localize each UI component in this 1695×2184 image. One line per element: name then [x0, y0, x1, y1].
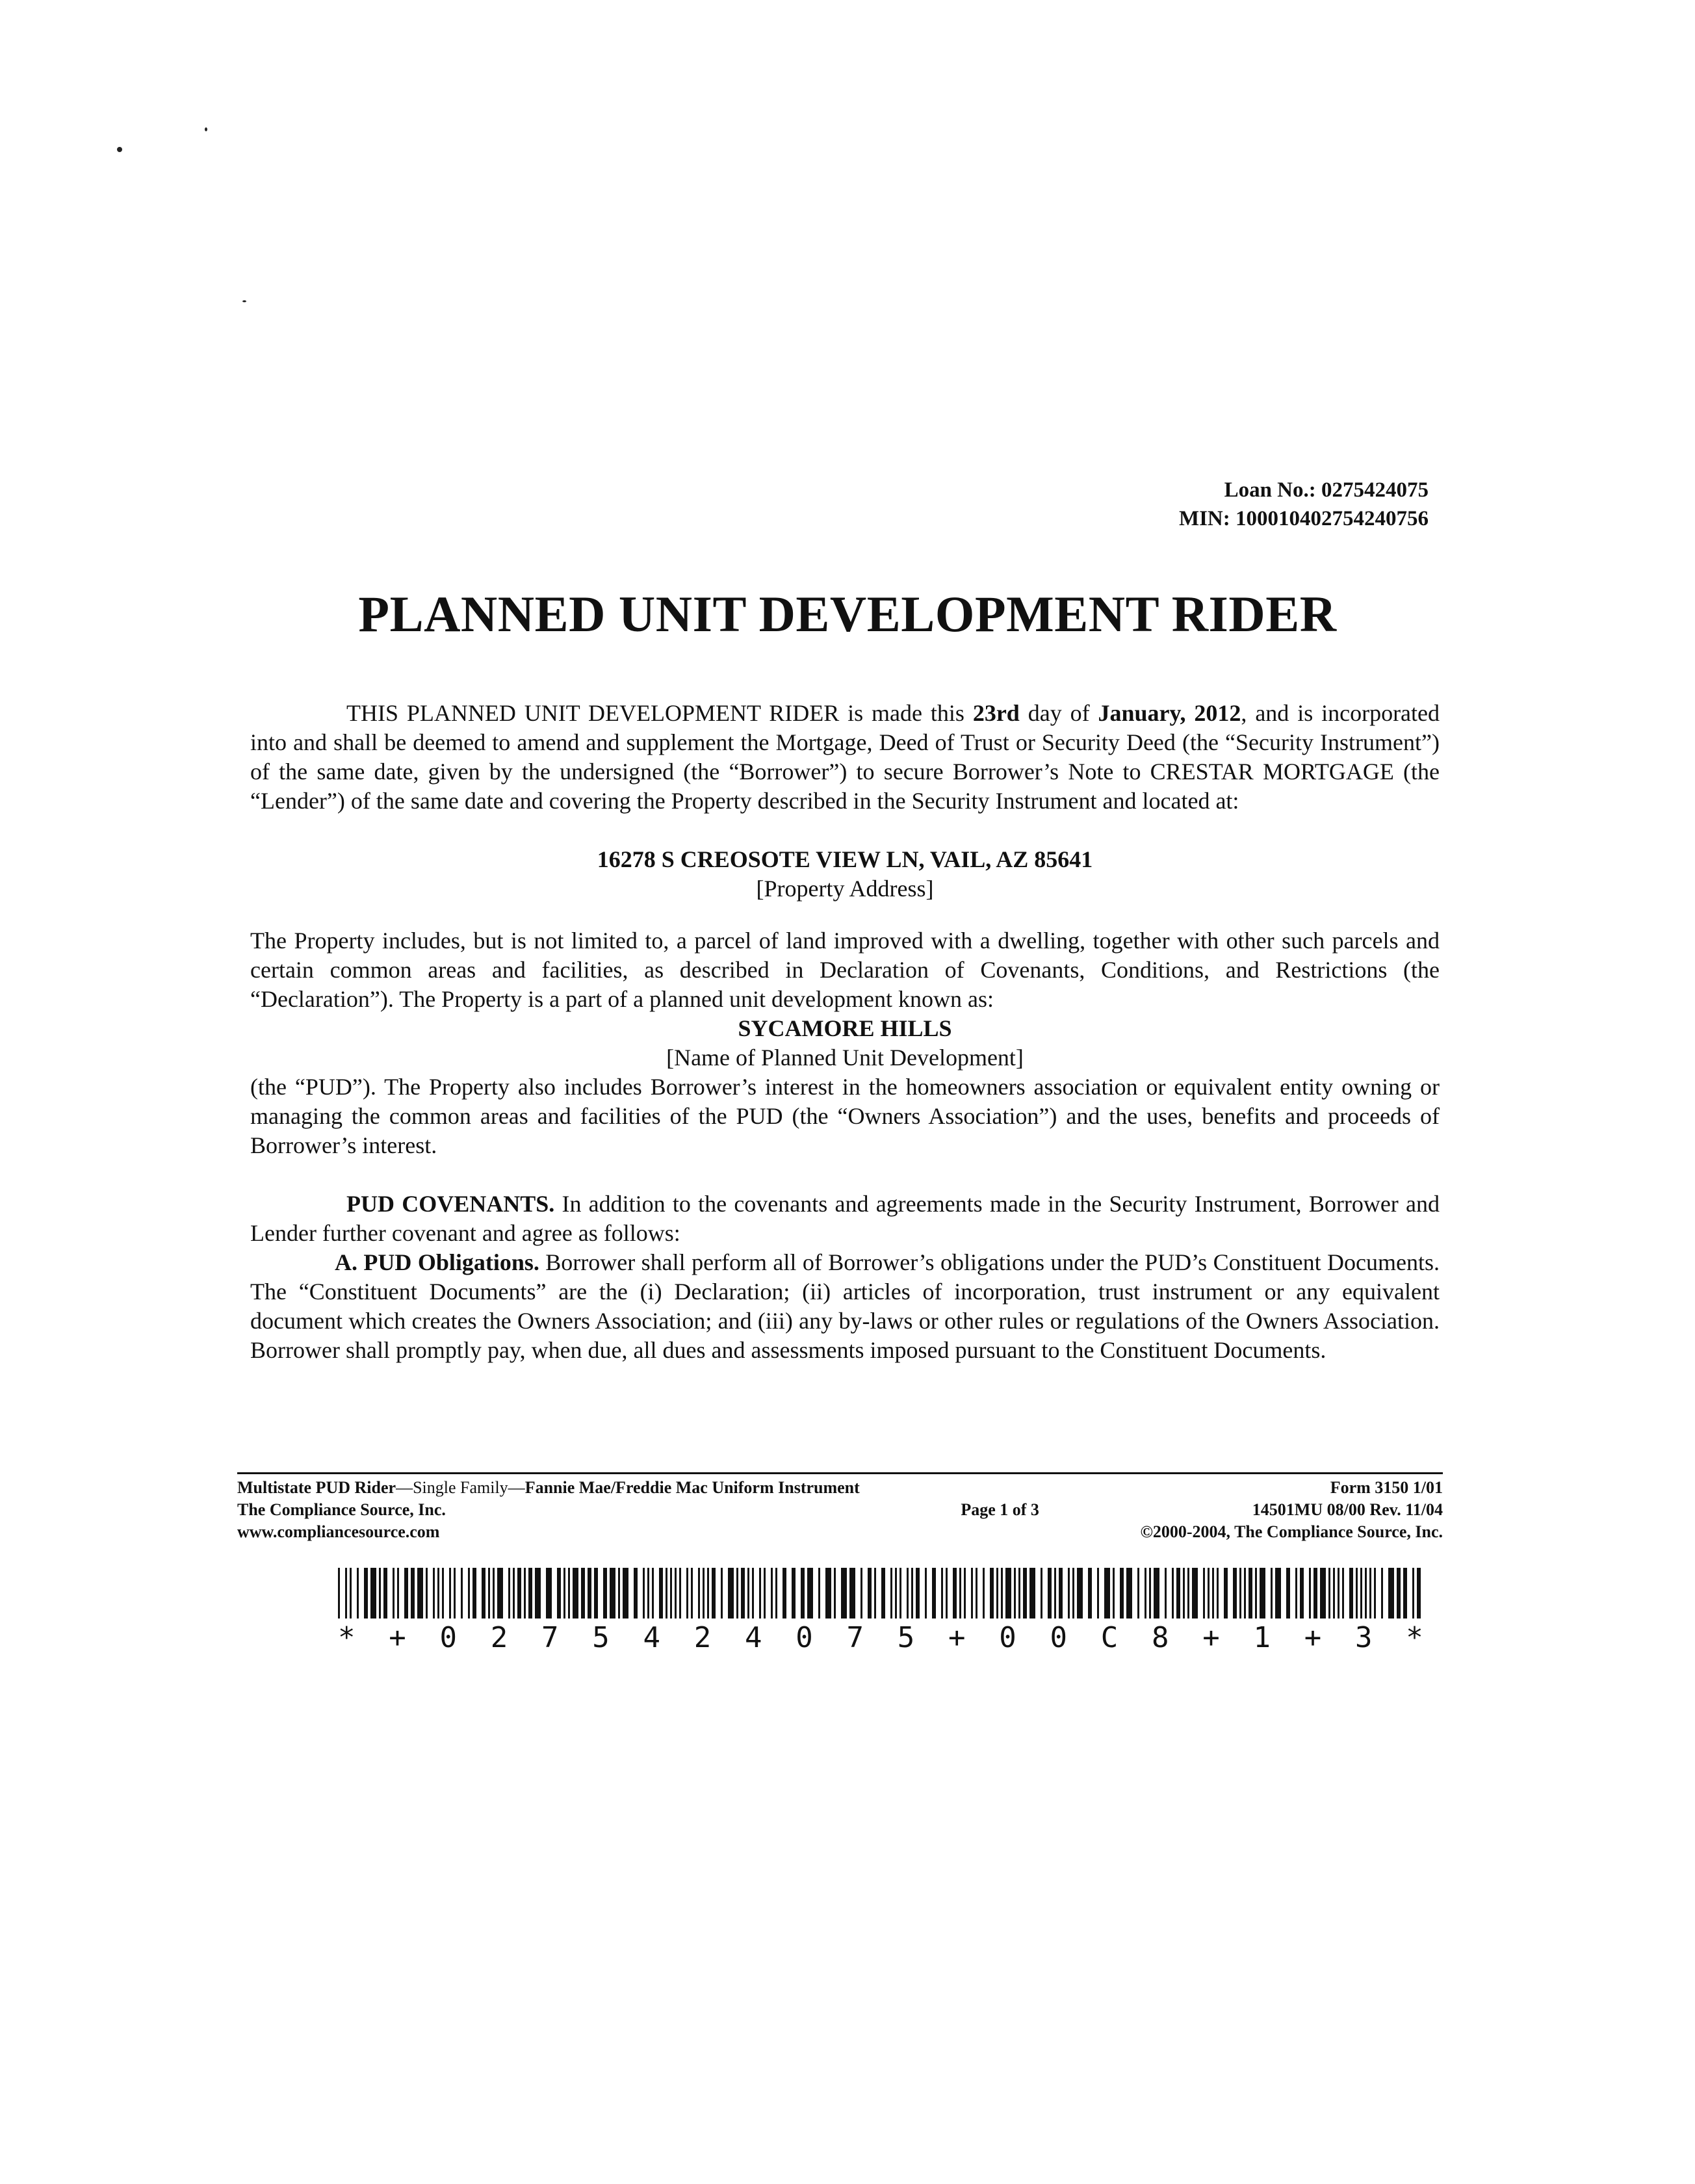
barcode-bar: [1120, 1568, 1124, 1618]
barcode-bar: [1349, 1568, 1353, 1618]
barcode-bar: [1059, 1568, 1063, 1618]
copyright: ©2000-2004, The Compliance Source, Inc.: [1140, 1522, 1443, 1541]
pud-paragraph: (the “PUD”). The Property also includes Borrower’s interest in the homeowners association or equivalent entity owning or managing the common areas and facilities of the PUD (the “Owners Association”) and the uses, benefits and proceeds of Borrower’s interest.: [250, 1074, 1440, 1158]
loan-number: Loan No.: 0275424075: [1224, 478, 1429, 502]
barcode-bar: [771, 1568, 773, 1618]
barcode-bar: [698, 1568, 700, 1618]
barcode-bar: [482, 1568, 485, 1618]
barcode-bar: [350, 1568, 352, 1618]
barcode-bar: [679, 1568, 681, 1618]
barcode-bar: [581, 1568, 585, 1618]
barcode-char: *: [338, 1621, 356, 1654]
barcode-bar: [990, 1568, 994, 1618]
barcode-char: +: [948, 1621, 966, 1654]
barcode-bar: [916, 1568, 920, 1618]
barcode-bar: [841, 1568, 847, 1618]
rider-date: January, 2012: [1098, 700, 1241, 726]
barcode-bar: [1412, 1568, 1414, 1618]
barcode-char: +: [1202, 1621, 1220, 1654]
barcode-bar: [686, 1568, 688, 1618]
barcode-bar: [357, 1568, 359, 1618]
barcode-bar: [364, 1568, 368, 1618]
barcode-bar: [1183, 1568, 1185, 1618]
barcode-bar: [1295, 1568, 1297, 1618]
barcode-bar: [825, 1568, 831, 1618]
document-title: PLANNED UNIT DEVELOPMENT RIDER: [358, 586, 1337, 642]
barcode-bar: [741, 1568, 745, 1618]
barcode-bar: [513, 1568, 515, 1618]
barcode-bar: [1356, 1568, 1358, 1618]
barcode-bar: [783, 1568, 786, 1618]
barcode-bar: [1403, 1568, 1407, 1618]
barcode-bar: [610, 1568, 615, 1618]
barcode-bar: [1271, 1568, 1273, 1618]
barcode-bar: [728, 1568, 734, 1618]
barcode-char: 5: [897, 1621, 915, 1654]
barcode-bar: [370, 1568, 376, 1618]
barcode-bar: [1068, 1568, 1070, 1618]
pud-covenants-paragraph: PUD COVENANTS. In addition to the covenants and agreements made in the Security Instrument, Borrower and Lender further covenant and agree as follows:: [250, 1191, 1440, 1246]
barcode-char: 3: [1355, 1621, 1373, 1654]
barcode: [338, 1568, 1423, 1618]
barcode-bar: [404, 1568, 408, 1618]
form-revision: 14501MU 08/00 Rev. 11/04: [1252, 1500, 1443, 1519]
property-address: 16278 S CREOSOTE VIEW LN, VAIL, AZ 85641: [597, 846, 1093, 872]
barcode-bar: [707, 1568, 709, 1618]
barcode-bar: [959, 1568, 961, 1618]
barcode-bar: [594, 1568, 598, 1618]
barcode-bar: [1005, 1568, 1011, 1618]
barcode-bar: [1187, 1568, 1189, 1618]
barcode-bar: [721, 1568, 723, 1618]
barcode-bar: [472, 1568, 476, 1618]
barcode-bar: [907, 1568, 909, 1618]
barcode-bar: [860, 1568, 862, 1618]
barcode-bar: [1149, 1568, 1151, 1618]
barcode-bar: [1388, 1568, 1394, 1618]
barcode-bar: [1260, 1568, 1265, 1618]
barcode-bar: [517, 1568, 521, 1618]
barcode-bar: [747, 1568, 749, 1618]
barcode-char: 0: [796, 1621, 813, 1654]
barcode-bar: [1088, 1568, 1092, 1618]
footer-rule: [237, 1472, 1443, 1474]
barcode-bar: [1113, 1568, 1115, 1618]
barcode-bar: [890, 1568, 892, 1618]
barcode-char: +: [1304, 1621, 1322, 1654]
barcode-bar: [874, 1568, 876, 1618]
barcode-char: *: [1406, 1621, 1423, 1654]
min-number: MIN: 100010402754240756: [1178, 507, 1429, 530]
form-number: Form 3150 1/01: [1330, 1478, 1443, 1497]
barcode-bar: [996, 1568, 998, 1618]
barcode-bar: [393, 1568, 395, 1618]
barcode-bar: [643, 1568, 645, 1618]
barcode-bar: [1313, 1568, 1317, 1618]
barcode-char: 2: [490, 1621, 508, 1654]
barcode-bar: [868, 1568, 872, 1618]
barcode-bar: [1369, 1568, 1371, 1618]
barcode-bar: [652, 1568, 654, 1618]
barcode-bar: [818, 1568, 820, 1618]
barcode-bar: [437, 1568, 439, 1618]
barcode-bar: [557, 1568, 561, 1618]
barcode-char: 7: [846, 1621, 864, 1654]
barcode-text: [338, 1621, 1423, 1654]
barcode-char: 8: [1152, 1621, 1169, 1654]
barcode-bar: [524, 1568, 526, 1618]
barcode-bar: [345, 1568, 347, 1618]
barcode-bar: [1338, 1568, 1339, 1618]
barcode-bar: [1300, 1568, 1304, 1618]
barcode-bar: [1014, 1568, 1016, 1618]
barcode-bar: [712, 1568, 716, 1618]
barcode-bar: [899, 1568, 901, 1618]
barcode-bar: [461, 1568, 463, 1618]
barcode-bar: [442, 1568, 444, 1618]
barcode-bar: [1041, 1568, 1042, 1618]
barcode-bar: [497, 1568, 503, 1618]
barcode-bar: [1072, 1568, 1074, 1618]
barcode-bar: [588, 1568, 591, 1618]
barcode-bar: [1217, 1568, 1219, 1618]
barcode-bar: [383, 1568, 387, 1618]
barcode-bar: [1360, 1568, 1362, 1618]
scan-speck: [117, 147, 122, 152]
property-address-label: [Property Address]: [756, 876, 934, 902]
barcode-bar: [971, 1568, 973, 1618]
barcode-bar: [834, 1568, 836, 1618]
barcode-bar: [807, 1568, 813, 1618]
barcode-bar: [1417, 1568, 1421, 1618]
barcode-bar: [338, 1568, 340, 1618]
barcode-bar: [953, 1568, 957, 1618]
barcode-bar: [1104, 1568, 1110, 1618]
barcode-bar: [568, 1568, 570, 1618]
barcode-bar: [946, 1568, 948, 1618]
barcode-bar: [703, 1568, 705, 1618]
barcode-bar: [764, 1568, 766, 1618]
barcode-bar: [964, 1568, 966, 1618]
barcode-bar: [1320, 1568, 1326, 1618]
barcode-bar: [1126, 1568, 1132, 1618]
barcode-bar: [849, 1568, 855, 1618]
barcode-bar: [1192, 1568, 1198, 1618]
barcode-bar: [1001, 1568, 1003, 1618]
barcode-char: 0: [439, 1621, 457, 1654]
pud-obligations-paragraph: A. PUD Obligations. Borrower shall perform all of Borrower’s obligations under the PUD’s Constituent Documents. The “Constituent Documents” are the (i) Declaration; (ii) articles of incorporation, trust instrument or any equivalent document which creates the Owners Association; and (iii) any by-laws or other rules or regulations of the Owners Association. Borrower shall promptly pay, when due, all dues and assessments imposed pursuant to the Constituent Documents.: [250, 1249, 1440, 1363]
barcode-bar: [1244, 1568, 1246, 1618]
barcode-bar: [759, 1568, 761, 1618]
barcode-bar: [1172, 1568, 1174, 1618]
barcode-bar: [1137, 1568, 1139, 1618]
barcode-char: C: [1100, 1621, 1119, 1654]
barcode-bar: [1077, 1568, 1083, 1618]
barcode-bar: [1374, 1568, 1376, 1618]
form-description: Multistate PUD Rider—Single Family—Fannie Mae/Freddie Mac Uniform Instrument: [237, 1478, 860, 1497]
barcode-bar: [1029, 1568, 1035, 1618]
form-footer: [237, 1472, 1443, 1543]
pud-name-label: [Name of Planned Unit Development]: [666, 1045, 1024, 1071]
barcode-bar: [775, 1568, 777, 1618]
barcode-char: +: [389, 1621, 406, 1654]
barcode-char: 7: [541, 1621, 559, 1654]
barcode-bar: [1239, 1568, 1241, 1618]
barcode-bar: [468, 1568, 470, 1618]
barcode-bar: [528, 1568, 532, 1618]
barcode-bar: [1255, 1568, 1257, 1618]
barcode-bar: [493, 1568, 495, 1618]
company-name: The Compliance Source, Inc.: [237, 1500, 446, 1519]
covenants-heading: PUD COVENANTS.: [346, 1191, 555, 1217]
barcode-bar: [426, 1568, 428, 1618]
barcode-bar: [1333, 1568, 1335, 1618]
barcode-bar: [433, 1568, 435, 1618]
barcode-bar: [411, 1568, 415, 1618]
property-paragraph: The Property includes, but is not limited to, a parcel of land improved with a dwelling, together with other such parcels and certain common areas and facilities, as described in Declaration of Covenants, Conditions, and Restrictions (the “Declaration”). The Property is a part of a planned unit development known as:: [250, 928, 1440, 1012]
barcode-bar: [983, 1568, 985, 1618]
barcode-char: 1: [1253, 1621, 1271, 1654]
barcode-bar: [488, 1568, 490, 1618]
barcode-bar: [941, 1568, 943, 1618]
barcode-char: 4: [643, 1621, 660, 1654]
barcode-bar: [397, 1568, 399, 1618]
barcode-bar: [379, 1568, 381, 1618]
barcode-bar: [1097, 1568, 1099, 1618]
barcode-bar: [1381, 1568, 1383, 1618]
barcode-bar: [546, 1568, 552, 1618]
barcode-bar: [1275, 1568, 1281, 1618]
barcode-bar: [895, 1568, 897, 1618]
barcode-bar: [1342, 1568, 1344, 1618]
barcode-bar: [1054, 1568, 1056, 1618]
barcode-char: 4: [745, 1621, 762, 1654]
barcode-bar: [659, 1568, 663, 1618]
barcode-char: 0: [1050, 1621, 1067, 1654]
pud-name: SYCAMORE HILLS: [738, 1015, 952, 1041]
barcode-bar: [911, 1568, 913, 1618]
barcode-bar: [1145, 1568, 1146, 1618]
barcode-bar: [1365, 1568, 1367, 1618]
page-number: Page 1 of 3: [961, 1500, 1039, 1519]
barcode-bar: [736, 1568, 738, 1618]
barcode-bar: [1249, 1568, 1252, 1618]
barcode-bar: [1023, 1568, 1027, 1618]
barcode-bar: [1165, 1568, 1167, 1618]
barcode-char: 0: [999, 1621, 1016, 1654]
barcode-bar: [1203, 1568, 1205, 1618]
barcode-bar: [1208, 1568, 1210, 1618]
barcode-bar: [1018, 1568, 1020, 1618]
barcode-bar: [1176, 1568, 1180, 1618]
barcode-bar: [1233, 1568, 1237, 1618]
barcode-char: 2: [693, 1621, 712, 1654]
barcode-bar: [1309, 1568, 1311, 1618]
barcode-bar: [1224, 1568, 1228, 1618]
barcode-bar: [976, 1568, 977, 1618]
barcode-bar: [1154, 1568, 1159, 1618]
company-website: www.compliancesource.com: [237, 1522, 440, 1541]
barcode-bar: [1397, 1568, 1401, 1618]
rider-day: 23rd: [972, 700, 1020, 726]
intro-paragraph: THIS PLANNED UNIT DEVELOPMENT RIDER is made this 23rd day of January, 2012, and is incorporated into and shall be deemed to amend and supplement the Mortgage, Deed of Trust or Security Deed (the “Security Instrument”) of the same date, given by the undersigned (the “Borrower”) to secure Borrower’s Note to CRESTAR MORTGAGE (the “Lender”) of the same date and covering the Property described in the Security Instrument and located at:: [250, 700, 1440, 814]
barcode-bar: [618, 1568, 620, 1618]
barcode-bar: [535, 1568, 541, 1618]
barcode-bar: [932, 1568, 936, 1618]
loan-info: [1179, 476, 1429, 533]
barcode-bar: [417, 1568, 423, 1618]
barcode-bar: [666, 1568, 667, 1618]
barcode-bar: [801, 1568, 805, 1618]
barcode-bar: [881, 1568, 885, 1618]
barcode-bar: [792, 1568, 796, 1618]
barcode-bar: [670, 1568, 672, 1618]
barcode-bar: [1328, 1568, 1330, 1618]
barcode-bar: [1286, 1568, 1290, 1618]
barcode-bar: [449, 1568, 451, 1618]
scan-speck: [205, 127, 207, 131]
barcode-bar: [623, 1568, 628, 1618]
barcode-bar: [454, 1568, 456, 1618]
barcode-bar: [752, 1568, 754, 1618]
barcode-bar: [634, 1568, 638, 1618]
barcode-bar: [563, 1568, 565, 1618]
barcode-bar: [1048, 1568, 1052, 1618]
obligations-heading: A. PUD Obligations.: [335, 1249, 539, 1275]
barcode-char: 5: [592, 1621, 610, 1654]
barcode-bar: [647, 1568, 649, 1618]
barcode-bar: [925, 1568, 927, 1618]
barcode-bar: [573, 1568, 578, 1618]
barcode-bar: [691, 1568, 693, 1618]
barcode-bar: [675, 1568, 677, 1618]
barcode-bar: [508, 1568, 510, 1618]
scan-speck: [242, 300, 246, 302]
barcode-bar: [603, 1568, 607, 1618]
barcode-bar: [1212, 1568, 1214, 1618]
